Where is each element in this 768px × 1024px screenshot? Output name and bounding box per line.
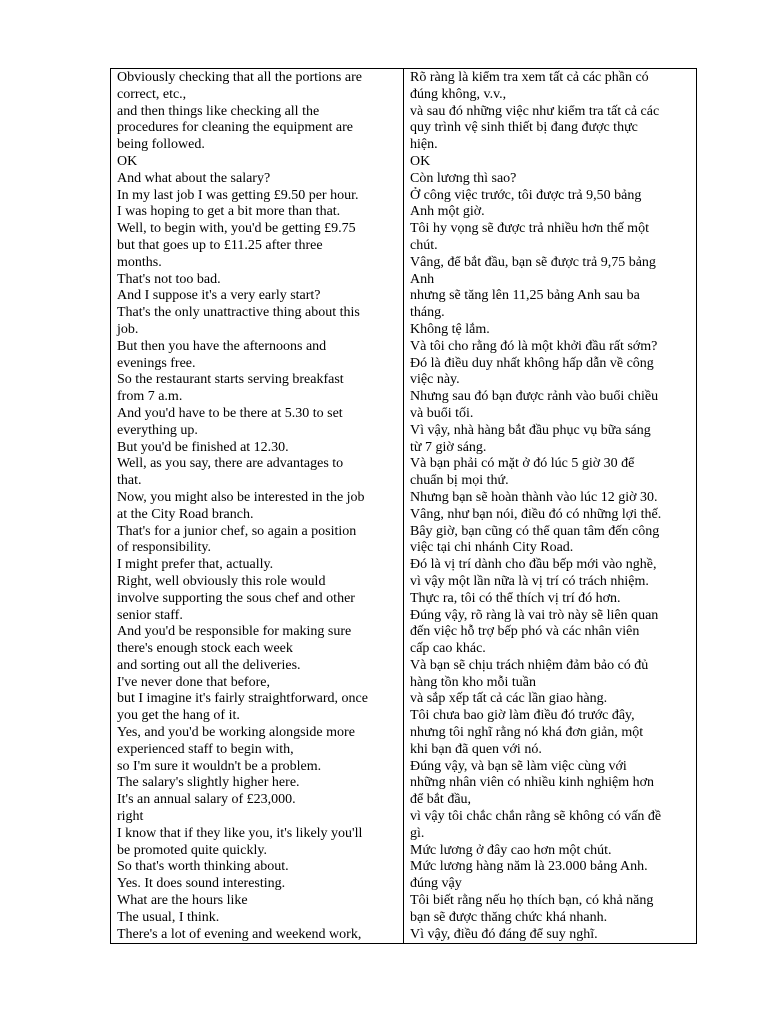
english-line: senior staff. — [117, 607, 183, 623]
english-column — [111, 69, 404, 944]
english-line: The salary's slightly higher here. — [117, 775, 300, 791]
vietnamese-line: Mức lương hàng năm là 23.000 bảng Anh. — [410, 859, 648, 875]
vietnamese-line: những nhân viên có nhiều kinh nghiệm hơn — [410, 775, 655, 791]
english-line: job. — [117, 321, 139, 337]
vietnamese-line: Rõ ràng là kiểm tra xem tất cả các phần có — [410, 70, 649, 85]
vietnamese-line: Mức lương ở đây cao hơn một chút. — [410, 842, 612, 858]
vietnamese-line: Vì vậy, nhà hàng bắt đầu phục vụ bữa sáng — [410, 422, 651, 438]
english-line: The usual, I think. — [117, 909, 220, 925]
english-line: In my last job I was getting £9.50 per hour. — [117, 187, 359, 203]
vietnamese-line: OK — [410, 153, 431, 169]
vietnamese-line: Thực ra, tôi có thể thích vị trí đó hơn. — [410, 590, 621, 606]
english-line: Yes, and you'd be working alongside more — [117, 725, 355, 741]
english-line: Yes. It does sound interesting. — [117, 876, 286, 892]
vietnamese-column — [404, 69, 697, 944]
english-line: right — [117, 809, 144, 825]
english-line: I know that if they like you, it's likely you'll — [117, 825, 363, 841]
english-line: I might prefer that, actually. — [117, 557, 274, 573]
vietnamese-line: từ 7 giờ sáng. — [410, 439, 487, 455]
vietnamese-line: chút. — [410, 237, 438, 253]
vietnamese-lines — [410, 70, 690, 943]
vietnamese-line: hiện. — [410, 137, 438, 153]
vietnamese-line: Đó là vị trí dành cho đầu bếp mới vào nghề, — [410, 557, 657, 573]
vietnamese-line: Bây giờ, bạn cũng có thể quan tâm đến công — [410, 523, 660, 539]
english-line: everything up. — [117, 422, 198, 438]
vietnamese-line: Vâng, để bắt đầu, bạn sẽ được trả 9,75 bảng — [410, 254, 656, 270]
vietnamese-line: Vì vậy, điều đó đáng để suy nghĩ. — [410, 926, 598, 942]
english-line: So that's worth thinking about. — [117, 859, 289, 875]
english-line: correct, etc., — [117, 86, 187, 102]
english-line: experienced staff to begin with, — [117, 741, 294, 757]
table-row — [111, 69, 697, 944]
english-line: Well, to begin with, you'd be getting £9.75 — [117, 221, 356, 237]
english-line: And you'd have to be there at 5.30 to set — [117, 405, 343, 421]
english-line: But then you have the afternoons and — [117, 338, 327, 354]
vietnamese-line: Đúng vậy, và bạn sẽ làm việc cùng với — [410, 758, 627, 774]
english-line: being followed. — [117, 137, 205, 153]
english-line: I've never done that before, — [117, 674, 270, 690]
english-line: OK — [117, 153, 138, 169]
english-line: That's not too bad. — [117, 271, 221, 287]
vietnamese-line: đúng vậy — [410, 876, 462, 892]
vietnamese-line: Và tôi cho rằng đó là một khởi đầu rất sớm? — [410, 338, 658, 354]
vietnamese-line: khi bạn đã quen với nó. — [410, 741, 542, 757]
english-line: I was hoping to get a bit more than that. — [117, 204, 341, 220]
vietnamese-line: chuẩn bị mọi thứ. — [410, 473, 509, 489]
english-line: and then things like checking all the — [117, 103, 320, 119]
vietnamese-line: và sau đó những việc như kiểm tra tất cả các — [410, 103, 660, 119]
english-line: of responsibility. — [117, 540, 211, 556]
english-line: from 7 a.m. — [117, 389, 183, 405]
vietnamese-line: Và bạn phải có mặt ở đó lúc 5 giờ 30 để — [410, 456, 635, 472]
vietnamese-line: Tôi chưa bao giờ làm điều đó trước đây, — [410, 708, 635, 724]
english-line: so I'm sure it wouldn't be a problem. — [117, 758, 322, 774]
english-line: at the City Road branch. — [117, 506, 254, 522]
english-lines — [117, 70, 397, 943]
english-line: there's enough stock each week — [117, 641, 293, 657]
vietnamese-line: Ở công việc trước, tôi được trả 9,50 bảng — [410, 187, 642, 203]
vietnamese-line: Đó là điều duy nhất không hấp dẫn về công — [410, 355, 654, 371]
vietnamese-line: tháng. — [410, 305, 445, 321]
vietnamese-line: Vâng, như bạn nói, điều đó có những lợi thế. — [410, 506, 662, 522]
vietnamese-line: vì vậy tôi chắc chắn rằng sẽ không có vấn đề — [410, 809, 662, 825]
vietnamese-line: Nhưng sau đó bạn được rảnh vào buổi chiều — [410, 389, 659, 405]
vietnamese-line: việc tại chi nhánh City Road. — [410, 540, 574, 556]
vietnamese-line: và sắp xếp tất cả các lần giao hàng. — [410, 691, 608, 707]
vietnamese-line: Tôi hy vọng sẽ được trả nhiều hơn thế một — [410, 221, 649, 237]
vietnamese-line: Đúng vậy, rõ ràng là vai trò này sẽ liên quan — [410, 607, 659, 623]
english-line: There's a lot of evening and weekend work, — [117, 926, 362, 942]
vietnamese-line: nhưng tôi nghĩ rằng nó khá đơn giản, một — [410, 725, 644, 741]
english-line: months. — [117, 254, 162, 270]
english-line: That's for a junior chef, so again a position — [117, 523, 357, 539]
english-line: Now, you might also be interested in the job — [117, 489, 365, 505]
vietnamese-line: Tôi biết rằng nếu họ thích bạn, có khả năng — [410, 893, 654, 909]
vietnamese-line: vì vậy một lần nữa là vị trí có trách nhiệm. — [410, 573, 649, 589]
english-line: And you'd be responsible for making sure — [117, 624, 352, 640]
vietnamese-line: Anh một giờ. — [410, 204, 485, 220]
english-line: and sorting out all the deliveries. — [117, 657, 301, 673]
english-line: And I suppose it's a very early start? — [117, 288, 321, 304]
vietnamese-line: Anh — [410, 271, 435, 287]
bilingual-transcript-table — [110, 68, 697, 944]
vietnamese-line: Không tệ lắm. — [410, 321, 490, 337]
english-line: you get the hang of it. — [117, 708, 240, 724]
english-line: that. — [117, 473, 142, 489]
vietnamese-line: quy trình vệ sinh thiết bị đang được thực — [410, 120, 638, 136]
english-line: Right, well obviously this role would — [117, 573, 326, 589]
vietnamese-line: Và bạn sẽ chịu trách nhiệm đảm bảo có đủ — [410, 657, 649, 673]
english-line: It's an annual salary of £23,000. — [117, 792, 296, 808]
vietnamese-line: cấp cao khác. — [410, 641, 486, 657]
vietnamese-line: nhưng sẽ tăng lên 11,25 bảng Anh sau ba — [410, 288, 640, 304]
english-line: evenings free. — [117, 355, 196, 371]
vietnamese-line: đúng không, v.v., — [410, 86, 507, 102]
english-line: but I imagine it's fairly straightforward, once — [117, 691, 368, 707]
vietnamese-line: gì. — [410, 825, 425, 841]
english-line: be promoted quite quickly. — [117, 842, 267, 858]
english-line: So the restaurant starts serving breakfast — [117, 372, 344, 388]
vietnamese-line: đến việc hỗ trợ bếp phó và các nhân viên — [410, 624, 640, 640]
english-line: involve supporting the sous chef and other — [117, 590, 355, 606]
vietnamese-line: và buổi tối. — [410, 405, 474, 421]
vietnamese-line: việc này. — [410, 372, 460, 388]
english-line: What are the hours like — [117, 893, 248, 909]
vietnamese-line: để bắt đầu, — [410, 792, 472, 808]
english-line: procedures for cleaning the equipment are — [117, 120, 353, 136]
english-line: Obviously checking that all the portions are — [117, 70, 362, 85]
english-line: And what about the salary? — [117, 170, 271, 186]
english-line: That's the only unattractive thing about this — [117, 305, 360, 321]
english-line: but that goes up to £11.25 after three — [117, 237, 323, 253]
vietnamese-line: Còn lương thì sao? — [410, 170, 517, 186]
english-line: But you'd be finished at 12.30. — [117, 439, 289, 455]
vietnamese-line: hàng tồn kho mỗi tuần — [410, 674, 536, 690]
vietnamese-line: Nhưng bạn sẽ hoàn thành vào lúc 12 giờ 30. — [410, 489, 658, 505]
vietnamese-line: bạn sẽ được thăng chức khá nhanh. — [410, 909, 608, 925]
english-line: Well, as you say, there are advantages to — [117, 456, 344, 472]
